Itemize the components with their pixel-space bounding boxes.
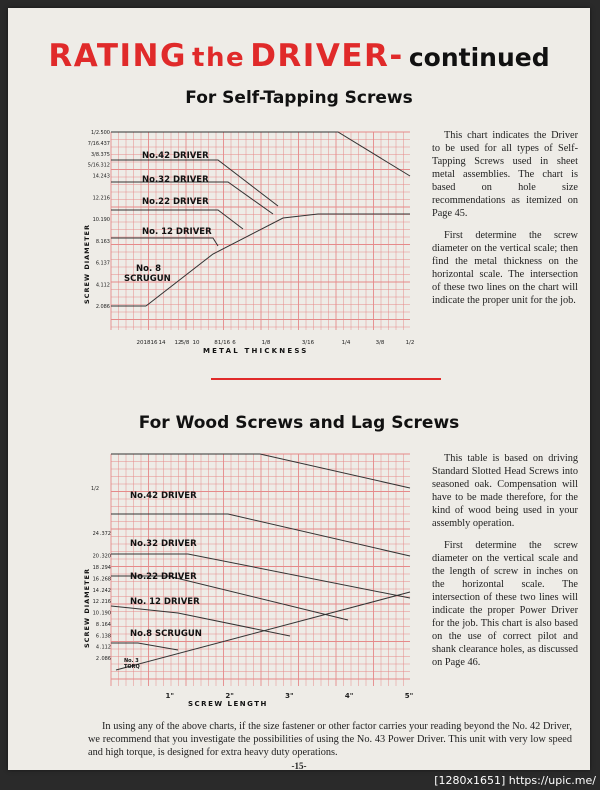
chart1-label-8b: SCRUGUN — [124, 274, 171, 284]
tick-label: 4 — [95, 644, 99, 651]
section-divider — [211, 378, 441, 380]
tick-label: .112 — [98, 282, 110, 289]
tick-label: 18 — [92, 565, 99, 572]
chart2-label-42: No.42 DRIVER — [130, 491, 197, 501]
tick-label: 12 — [92, 195, 99, 202]
chart2-ylabel: SCREW DIAMETER — [83, 568, 91, 648]
chart1-y-ticks — [88, 130, 110, 310]
chart1-label-12: No. 12 DRIVER — [142, 227, 212, 237]
tick-label: 12 — [174, 340, 182, 346]
tick-label: .312 — [98, 162, 110, 169]
tick-label: 3/8 — [375, 340, 385, 346]
tick-label: 12 — [92, 599, 99, 606]
tick-label: .086 — [98, 304, 110, 310]
tick-label: 1/4 — [341, 340, 351, 346]
tick-label: .086 — [99, 656, 111, 662]
chart1-labels — [124, 151, 212, 284]
tick-label: .372 — [99, 531, 111, 537]
tick-label: 20 — [136, 340, 144, 346]
tick-label: .268 — [99, 576, 111, 583]
tick-label: 18 — [143, 340, 151, 346]
page-number: -15- — [291, 761, 307, 771]
tick-label: .242 — [99, 587, 111, 594]
tick-label: 1" — [165, 692, 175, 700]
chart2-x-ticks — [166, 692, 414, 700]
tick-label: 2" — [225, 692, 234, 700]
tick-label: 2 — [95, 304, 99, 310]
tick-label: .216 — [99, 599, 111, 606]
chart-self-tapping — [78, 126, 428, 358]
tick-label: 8 — [95, 238, 99, 245]
chart1-ylabel: SCREW DIAMETER — [83, 224, 91, 304]
section2-paragraph: This table is based on driving Standard Slotted Head Screws into seasoned oak. Compensation will have to be made therefore, for the kind of wood being used in your assembly operation. — [432, 453, 578, 529]
tick-label: 1/2 — [90, 130, 99, 136]
chart2-y-ticks — [91, 486, 111, 662]
tick-label: 10 — [92, 217, 99, 223]
tick-label: .320 — [99, 553, 111, 560]
tick-label: 16 — [92, 576, 99, 583]
tick-label: .375 — [98, 151, 110, 158]
tick-label: .138 — [99, 633, 111, 640]
title-dash: - — [389, 38, 404, 74]
chart2-grid — [111, 454, 410, 686]
tick-label: 7/16 — [87, 140, 99, 147]
tick-label: 4" — [344, 692, 354, 700]
tick-label: 8 — [214, 340, 218, 346]
title-rating: RATING — [48, 38, 187, 74]
footer-note — [88, 720, 572, 759]
tick-label: 1/2 — [405, 340, 415, 346]
section2-text — [432, 452, 578, 678]
tick-label: .190 — [98, 217, 110, 223]
tick-label: 3" — [285, 692, 294, 700]
tick-label: 4 — [95, 282, 99, 289]
chart1-label-8a: No. 8 — [136, 264, 162, 274]
tick-label: 10 — [192, 340, 200, 346]
chart2-label-3b: TORQ — [124, 664, 140, 670]
tick-label: 2 — [95, 656, 99, 662]
footer-text: In using any of the above charts, if the size fastener or other factor carries your reading beyond the No. 42 Driver, we recommend that you investigate the possibilities of using the No. 43 Power Driver. This unit with very low speed and high torque, is designed for extra heavy duty operations. — [88, 721, 572, 758]
tick-label: .294 — [99, 565, 111, 572]
chart1-xlabel: METAL THICKNESS — [203, 347, 309, 355]
tick-label: .137 — [98, 260, 110, 267]
title-continued: continued — [408, 43, 550, 72]
tick-label: .216 — [98, 195, 110, 202]
tick-label: 6 — [232, 340, 236, 346]
title-driver: DRIVER — [250, 38, 390, 74]
chart1-label-32: No.32 DRIVER — [142, 175, 209, 185]
tick-label: .243 — [98, 173, 110, 180]
tick-label: 8 — [95, 621, 99, 628]
section1-paragraph: First determine the screw diameter on the vertical scale; then find the metal thickness on the horizontal scale. The intersection of these two lines on the chart will indicate the proper unit for the job. — [432, 230, 578, 306]
tick-label: 5/16 — [87, 162, 99, 169]
tick-label: 1/2 — [90, 486, 99, 492]
tick-label: 20 — [92, 553, 99, 560]
title-the: the — [192, 43, 246, 73]
tick-label: 6 — [95, 260, 99, 267]
watermark: [1280x1651] https://upic.me/ — [434, 774, 596, 787]
tick-label: 5/8 — [180, 340, 190, 346]
tick-label: 1/8 — [261, 340, 271, 346]
section1-heading: For Self-Tapping Screws — [185, 88, 413, 108]
tick-label: .163 — [98, 238, 110, 245]
tick-label: 5" — [404, 692, 414, 700]
chart2-label-3a: No. 3 — [124, 658, 139, 664]
tick-label: 16 — [150, 340, 158, 346]
tick-label: 10 — [92, 610, 99, 617]
chart2-label-32: No.32 DRIVER — [130, 539, 197, 549]
tick-label: .500 — [98, 130, 110, 136]
section2-paragraph: First determine the screw diameter on the vertical scale and the length of screw in inches on the horizontal scale. The intersection of these two lines will indicate the proper Power Driver for the job. This chart is also based on the use of correct pilot and shank clearance holes, as discussed on Page 46. — [432, 540, 578, 668]
tick-label: 1/16 — [217, 340, 231, 346]
chart-wood-screws — [78, 448, 428, 710]
chart2-label-22: No.22 DRIVER — [130, 572, 197, 582]
tick-label: .112 — [99, 644, 111, 651]
tick-label: 3/8 — [90, 151, 99, 158]
section1-paragraph: This chart indicates the Driver to be used for all types of Self-Tapping Screws used in sheet metal assemblies. The chart is based on hole size recommendations as itemized on Page 45. — [432, 130, 578, 219]
tick-label: 14 — [92, 173, 99, 180]
tick-label: 6 — [95, 633, 99, 640]
tick-label: 14 — [92, 587, 99, 594]
page-title — [8, 38, 590, 74]
chart2-xlabel: SCREW LENGTH — [188, 700, 268, 708]
chart1-x-ticks — [137, 340, 415, 346]
chart2-label-12: No. 12 DRIVER — [130, 597, 200, 607]
tick-label: .190 — [99, 610, 111, 617]
tick-label: .164 — [99, 621, 111, 628]
tick-label: 24 — [92, 531, 99, 537]
section2-heading: For Wood Screws and Lag Screws — [138, 413, 460, 433]
chart1-label-42: No.42 DRIVER — [142, 151, 209, 161]
chart1-label-22: No.22 DRIVER — [142, 197, 209, 207]
section1-text — [432, 129, 578, 316]
page — [8, 8, 590, 770]
tick-label: 14 — [158, 340, 166, 346]
tick-label: .437 — [98, 140, 110, 147]
tick-label: 3/16 — [301, 340, 315, 346]
chart2-label-8: No.8 SCRUGUN — [130, 629, 202, 639]
